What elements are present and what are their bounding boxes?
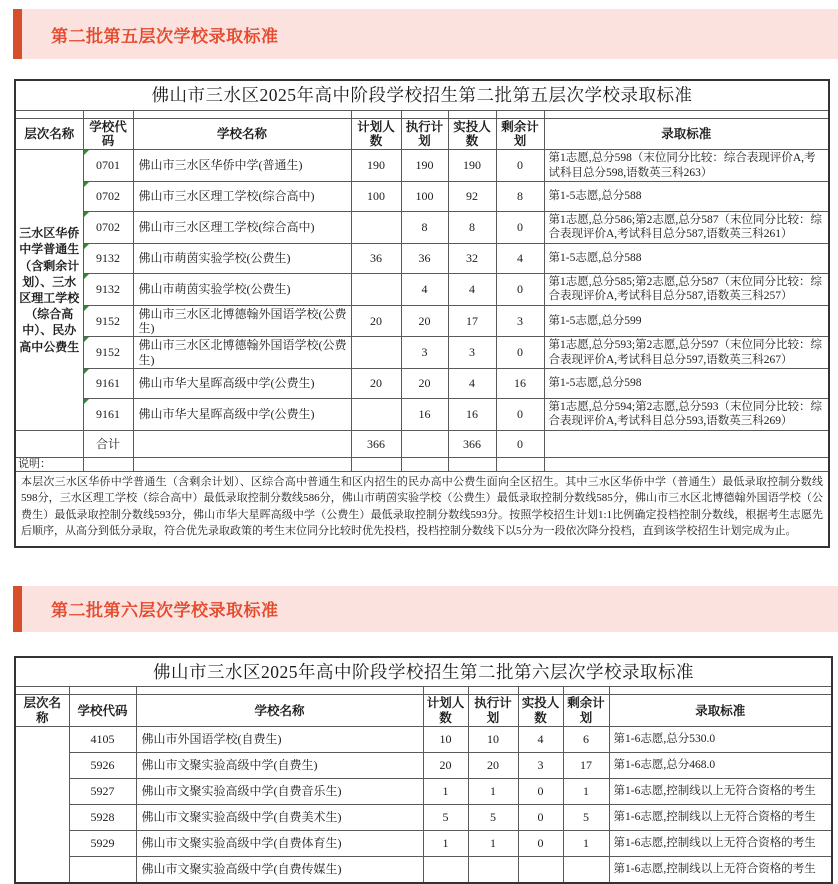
school-code: 9161: [83, 369, 133, 399]
spacer-row: [15, 687, 832, 695]
remain-count: 5: [563, 805, 609, 831]
table-row: [15, 305, 829, 337]
school-name: 佛山市文聚实验高级中学(自费生): [136, 753, 423, 779]
col-header-code: 学校代码: [83, 118, 133, 150]
table-title: 佛山市三水区2025年高中阶段学校招生第二批第六层次学校录取标准: [15, 657, 832, 687]
admission-standard: 第1-6志愿,总分530.0: [609, 727, 832, 753]
plan-count: 190: [351, 150, 401, 182]
exec-count: 190: [401, 150, 448, 182]
spacer-cell: [518, 687, 563, 695]
spacer-cell: [544, 110, 829, 118]
actual-count: 32: [448, 243, 496, 273]
plan-count: 100: [351, 182, 401, 212]
actual-count: 17: [448, 305, 496, 337]
school-name: 佛山市华大星晖高级中学(公费生): [133, 399, 351, 431]
actual-count: 190: [448, 150, 496, 182]
table-row: [15, 805, 832, 831]
empty-cell: [401, 430, 448, 457]
school-code: [69, 857, 136, 883]
exec-count: 100: [401, 182, 448, 212]
note-text-row: [15, 471, 829, 547]
empty-cell: [133, 430, 351, 457]
table-row: [15, 779, 832, 805]
empty-cell: [496, 457, 544, 471]
spacer-cell: [351, 110, 401, 118]
school-code: 5928: [69, 805, 136, 831]
actual-count: 3: [448, 337, 496, 369]
school-name: 佛山市外国语学校(自费生): [136, 727, 423, 753]
table-row: [15, 337, 829, 369]
tier5-admission-table: [14, 79, 830, 548]
school-code: 9132: [83, 273, 133, 305]
admission-standard: 第1志愿,总分593;第2志愿,总分597（末位同分比较：综合表现评价A,考试科目总分597,语数英三科267）: [544, 337, 829, 369]
col-header-name: 学校名称: [136, 695, 423, 727]
exec-count: 1: [468, 779, 518, 805]
remain-count: 0: [496, 273, 544, 305]
school-name: 佛山市三水区北博德翰外国语学校(公费生): [133, 305, 351, 337]
table-row: [15, 243, 829, 273]
spacer-cell: [83, 110, 133, 118]
total-row: [15, 430, 829, 457]
plan-count: [351, 212, 401, 244]
col-header-actual: 实投人数: [448, 118, 496, 150]
empty-cell: [401, 457, 448, 471]
school-name: 佛山市文聚实验高级中学(自费体育生): [136, 831, 423, 857]
school-name: 佛山市文聚实验高级中学(自费音乐生): [136, 779, 423, 805]
empty-cell: [544, 457, 829, 471]
exec-count: 20: [401, 305, 448, 337]
section-banner-batch6: [13, 586, 838, 632]
total-plan: 366: [351, 430, 401, 457]
plan-count: 1: [423, 831, 468, 857]
plan-count: [423, 857, 468, 883]
remain-count: 6: [563, 727, 609, 753]
exec-count: 3: [401, 337, 448, 369]
school-name: 佛山市萌茵实验学校(公费生): [133, 273, 351, 305]
school-name: 佛山市萌茵实验学校(公费生): [133, 243, 351, 273]
remain-count: 0: [496, 212, 544, 244]
spacer-cell: [69, 687, 136, 695]
school-name: 佛山市三水区北博德翰外国语学校(公费生): [133, 337, 351, 369]
header-row: [15, 118, 829, 150]
table-row: [15, 831, 832, 857]
col-header-code: 学校代码: [69, 695, 136, 727]
empty-cell: [15, 430, 83, 457]
school-code: 0702: [83, 182, 133, 212]
spacer-cell: [448, 110, 496, 118]
empty-cell: [448, 457, 496, 471]
plan-count: [351, 273, 401, 305]
col-header-tier: 层次名称: [15, 695, 69, 727]
note-label: 说明：: [15, 457, 83, 471]
plan-count: 10: [423, 727, 468, 753]
spacer-cell: [401, 110, 448, 118]
school-code: 0701: [83, 150, 133, 182]
section-title: 第二批第六层次学校录取标准: [51, 601, 279, 621]
exec-count: [468, 857, 518, 883]
empty-cell: [544, 430, 829, 457]
remain-count: 1: [563, 831, 609, 857]
spacer-cell: [136, 687, 423, 695]
school-code: 5929: [69, 831, 136, 857]
school-name: 佛山市文聚实验高级中学(自费美术生): [136, 805, 423, 831]
plan-count: 5: [423, 805, 468, 831]
table-row: [15, 273, 829, 305]
admission-standard: 第1志愿,总分585;第2志愿,总分587（末位同分比较：综合表现评价A,考试科目总分587,语数英三科257）: [544, 273, 829, 305]
admission-standard: 第1-6志愿,控制线以上无符合资格的考生: [609, 857, 832, 883]
col-header-actual: 实投人数: [518, 695, 563, 727]
empty-cell: [133, 457, 351, 471]
school-code: 9132: [83, 243, 133, 273]
actual-count: 3: [518, 753, 563, 779]
plan-count: 20: [351, 305, 401, 337]
actual-count: 0: [518, 831, 563, 857]
spacer-cell: [496, 110, 544, 118]
spacer-cell: [609, 687, 832, 695]
admission-standard: 第1-5志愿,总分599: [544, 305, 829, 337]
school-code: 9152: [83, 337, 133, 369]
col-header-remain: 剩余计划: [563, 695, 609, 727]
table-row: [15, 727, 832, 753]
table-row: [15, 857, 832, 883]
table-row: [15, 182, 829, 212]
spacer-cell: [468, 687, 518, 695]
school-name: 佛山市三水区理工学校(综合高中): [133, 212, 351, 244]
spacer-cell: [423, 687, 468, 695]
plan-count: 20: [423, 753, 468, 779]
plan-count: 1: [423, 779, 468, 805]
total-remain: 0: [496, 430, 544, 457]
table-row: [15, 753, 832, 779]
admission-standard: 第1-6志愿,控制线以上无符合资格的考生: [609, 831, 832, 857]
exec-count: 10: [468, 727, 518, 753]
remain-count: 0: [496, 150, 544, 182]
actual-count: 4: [518, 727, 563, 753]
tier-name-cell: 三水区华侨中学普通生（含剩余计划）、三水区理工学校（综合高中）、民办高中公费生: [15, 150, 83, 431]
col-header-standard: 录取标准: [609, 695, 832, 727]
col-header-remain: 剩余计划: [496, 118, 544, 150]
section-banner-batch5: [13, 9, 838, 59]
school-name: 佛山市华大星晖高级中学(公费生): [133, 369, 351, 399]
actual-count: [518, 857, 563, 883]
admission-standard: 第1-5志愿,总分588: [544, 243, 829, 273]
table-title: 佛山市三水区2025年高中阶段学校招生第二批第五层次学校录取标准: [15, 80, 829, 110]
total-actual: 366: [448, 430, 496, 457]
exec-count: 20: [468, 753, 518, 779]
exec-count: 16: [401, 399, 448, 431]
remain-count: 0: [496, 337, 544, 369]
remain-count: 0: [496, 399, 544, 431]
school-code: 9152: [83, 305, 133, 337]
col-header-tier: 层次名称: [15, 118, 83, 150]
remain-count: 16: [496, 369, 544, 399]
exec-count: 5: [468, 805, 518, 831]
school-code: 4105: [69, 727, 136, 753]
remain-count: 8: [496, 182, 544, 212]
admission-standard: 第1-6志愿,控制线以上无符合资格的考生: [609, 805, 832, 831]
note-text: 本层次三水区华侨中学普通生（含剩余计划）、区综合高中普通生和区内招生的民办高中公费生面向全区招生。其中三水区华侨中学（普通生）最低录取控制分数线598分，三水区理工学校（综合高中）最低录取控制分数线586分，佛山市萌茵实验学校（公费生）最低录取控制分数线585分，佛山市三水区北博德翰外国语学校（公费生）最低录取控制分数线593分，佛山市华大星晖高级中学（公费生）最低录取控制分数线593分。按照学校招生计划1:1比例确定投档控制分数线，根据考生志愿先后顺序，从高分到低分录取，符合优先录取政策的考生末位同分比较时优先投档，投档控制分数线下以5分为一段依次降分投档，直到该学校招生计划完成为止。: [15, 471, 829, 547]
admission-standard: 第1志愿,总分586;第2志愿,总分587（末位同分比较：综合表现评价A,考试科目总分587,语数英三科261）: [544, 212, 829, 244]
school-code: 5927: [69, 779, 136, 805]
plan-count: 36: [351, 243, 401, 273]
school-code: 5926: [69, 753, 136, 779]
remain-count: 4: [496, 243, 544, 273]
school-code: 9161: [83, 399, 133, 431]
table-row: [15, 150, 829, 182]
table-row: [15, 212, 829, 244]
spacer-cell: [15, 687, 69, 695]
col-header-standard: 录取标准: [544, 118, 829, 150]
exec-count: 4: [401, 273, 448, 305]
plan-count: 20: [351, 369, 401, 399]
actual-count: 4: [448, 273, 496, 305]
table-row: [15, 369, 829, 399]
remain-count: 3: [496, 305, 544, 337]
admission-standard: 第1志愿,总分598（末位同分比较：综合表现评价A,考试科目总分598,语数英三科263）: [544, 150, 829, 182]
col-header-plan: 计划人数: [351, 118, 401, 150]
exec-count: 20: [401, 369, 448, 399]
plan-count: [351, 399, 401, 431]
actual-count: 8: [448, 212, 496, 244]
col-header-exec: 执行计划: [401, 118, 448, 150]
empty-cell: [83, 457, 133, 471]
table-title-row: [15, 80, 829, 110]
tier-name-cell: [15, 727, 69, 883]
col-header-exec: 执行计划: [468, 695, 518, 727]
actual-count: 0: [518, 805, 563, 831]
table-row: [15, 399, 829, 431]
actual-count: 92: [448, 182, 496, 212]
total-label: 合计: [83, 430, 133, 457]
plan-count: [351, 337, 401, 369]
section-title: 第二批第五层次学校录取标准: [51, 26, 279, 46]
admission-standard: 第1-5志愿,总分598: [544, 369, 829, 399]
actual-count: 16: [448, 399, 496, 431]
col-header-name: 学校名称: [133, 118, 351, 150]
col-header-plan: 计划人数: [423, 695, 468, 727]
header-row: [15, 695, 832, 727]
exec-count: 8: [401, 212, 448, 244]
school-name: 佛山市三水区华侨中学(普通生): [133, 150, 351, 182]
remain-count: 1: [563, 779, 609, 805]
exec-count: 36: [401, 243, 448, 273]
spacer-cell: [133, 110, 351, 118]
admission-standard: 第1志愿,总分594;第2志愿,总分593（末位同分比较：综合表现评价A,考试科目总分593,语数英三科269）: [544, 399, 829, 431]
spacer-row: [15, 110, 829, 118]
spacer-cell: [15, 110, 83, 118]
school-code: 0702: [83, 212, 133, 244]
remain-count: 17: [563, 753, 609, 779]
empty-cell: [351, 457, 401, 471]
actual-count: 4: [448, 369, 496, 399]
school-name: 佛山市文聚实验高级中学(自费传媒生): [136, 857, 423, 883]
school-name: 佛山市三水区理工学校(综合高中): [133, 182, 351, 212]
tier6-admission-table: [14, 656, 833, 884]
remain-count: [563, 857, 609, 883]
note-label-row: [15, 457, 829, 471]
table-title-row: [15, 657, 832, 687]
admission-standard: 第1-5志愿,总分588: [544, 182, 829, 212]
spacer-cell: [563, 687, 609, 695]
admission-standard: 第1-6志愿,控制线以上无符合资格的考生: [609, 779, 832, 805]
exec-count: 1: [468, 831, 518, 857]
actual-count: 0: [518, 779, 563, 805]
admission-standard: 第1-6志愿,总分468.0: [609, 753, 832, 779]
